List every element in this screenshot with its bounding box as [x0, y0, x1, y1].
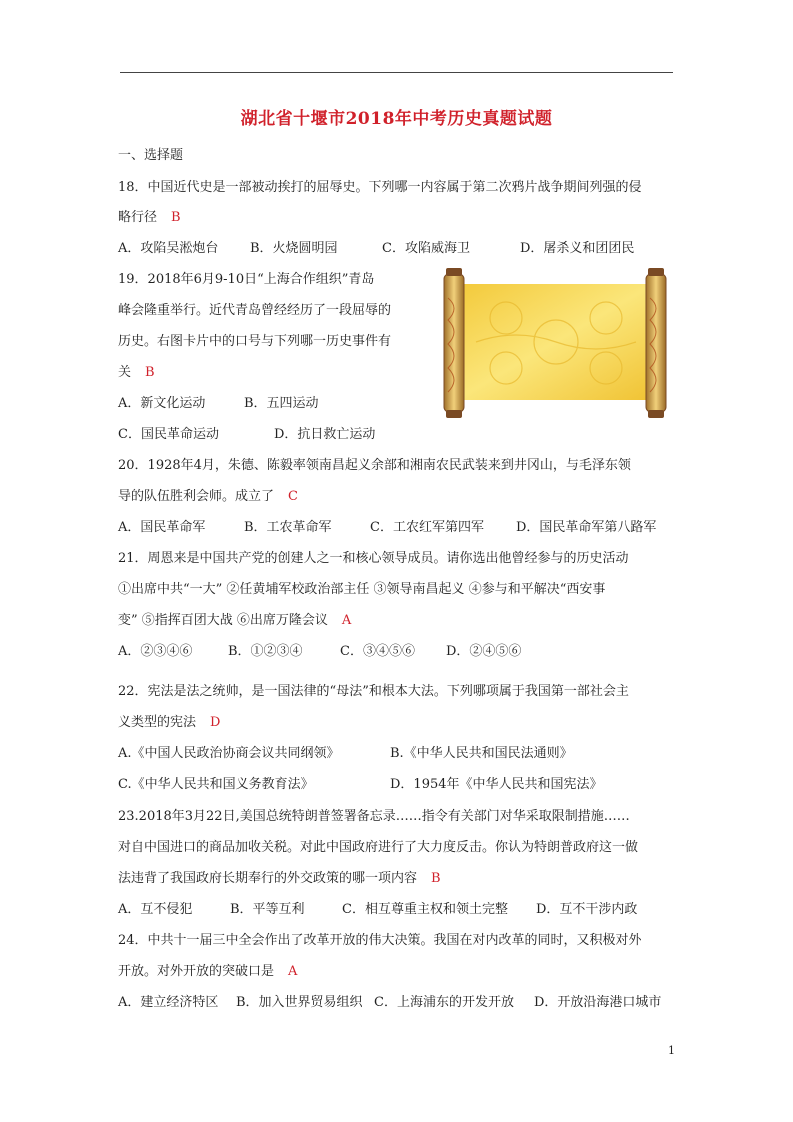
q22-option-d: D．1954年《中华人民共和国宪法》: [390, 777, 603, 792]
q21-line-2: ①出席中共“一大” ②任黄埔军校政治部主任 ③领导南昌起义 ④参与和平解决“西安事: [118, 582, 606, 597]
q22-line-2: 义类型的宪法 D: [118, 715, 221, 730]
q19-option-b: B．五四运动: [244, 396, 319, 411]
q18-option-c: C．攻陷威海卫: [382, 241, 470, 256]
q20-option-b: B．工农革命军: [244, 520, 332, 535]
section-heading: 一、选择题: [118, 148, 184, 163]
q19-options-row-2: [118, 427, 375, 443]
q24-option-b: B．加入世界贸易组织: [236, 995, 363, 1010]
q18-answer: B: [171, 210, 181, 225]
q20-line-1: 20．1928年4月，朱德、陈毅率领南昌起义余部和湘南农民武装来到井冈山，与毛泽东领: [118, 458, 631, 473]
scroll-card-image: [436, 268, 674, 418]
q20-answer: C: [288, 489, 298, 504]
q20-option-c: C．工农红军第四军: [370, 520, 484, 535]
q22-line-1: 22．宪法是法之统帅，是一国法律的“母法”和根本大法。下列哪项属于我国第一部社会主: [118, 684, 629, 699]
q19-line-4: 关 B: [118, 365, 155, 380]
page-title: 湖北省十堰市2018年中考历史真题试题: [240, 109, 553, 129]
q21-option-c: C．③④⑤⑥: [340, 644, 415, 659]
q19-line-2: 峰会隆重举行。近代青岛曾经经历了一段屈辱的: [118, 303, 392, 318]
q23-answer: B: [431, 871, 441, 886]
q24-answer: A: [288, 964, 298, 979]
q20-line-2: 导的队伍胜利会师。成立了 C: [118, 489, 298, 504]
q23-line-3: 法违背了我国政府长期奉行的外交政策的哪一项内容 B: [118, 871, 441, 886]
q24-option-a: A．建立经济特区: [118, 995, 219, 1010]
q24-options: [118, 995, 661, 1011]
q19-options-row-1: [118, 396, 319, 412]
q23-option-d: D．互不干涉内政: [536, 902, 638, 917]
q24-line-1: 24．中共十一届三中全会作出了改革开放的伟大决策。我国在对内改革的同时，又积极对外: [118, 933, 642, 948]
q21-answer: A: [341, 613, 352, 628]
q18-line-2: 略行径 B: [118, 210, 181, 225]
q19-option-d: D．抗日救亡运动: [274, 427, 376, 442]
q20-option-a: A．国民革命军: [118, 520, 206, 535]
q19-option-a: A．新文化运动: [118, 396, 206, 411]
q18-option-b: B．火烧圆明园: [250, 241, 338, 256]
q18-option-d: D．屠杀义和团团民: [520, 241, 635, 256]
q18-options: [118, 241, 634, 257]
q23-line-2: 对自中国进口的商品加收关税。对此中国政府进行了大力度反击。你认为特朗普政府这一做: [118, 840, 639, 855]
q23-options: [118, 902, 637, 918]
q21-option-b: B．①②③④: [228, 644, 303, 659]
q18-line-1: 18．中国近代史是一部被动挨打的屈辱史。下列哪一内容属于第二次鸦片战争期间列强的侵: [118, 180, 642, 195]
q19-line-3: 历史。右图卡片中的口号与下列哪一历史事件有: [118, 334, 392, 349]
q21-line-1: 21．周恩来是中国共产党的创建人之一和核心领导成员。请你选出他曾经参与的历史活动: [118, 551, 629, 566]
q20-options: [118, 520, 656, 536]
q22-option-b: B.《中华人民共和国民法通则》: [390, 746, 573, 761]
q21-line-3: 变” ⑤指挥百团大战 ⑥出席万隆会议 A: [118, 613, 352, 628]
q23-option-b: B．平等互利: [230, 902, 305, 917]
q19-option-c: C．国民革命运动: [118, 427, 219, 442]
q19-line-1: 19．2018年6月9-10日“上海合作组织”青岛: [118, 272, 375, 287]
q24-option-c: C．上海浦东的开发开放: [374, 995, 514, 1010]
q22-options-row-2: [118, 777, 603, 793]
q22-option-a: A.《中国人民政治协商会议共同纲领》: [118, 746, 340, 761]
q22-answer: D: [210, 715, 221, 730]
q22-option-c: C.《中华人民共和国义务教育法》: [118, 777, 314, 792]
q24-option-d: D．开放沿海港口城市: [534, 995, 662, 1010]
q23-option-a: A．互不侵犯: [118, 902, 193, 917]
q24-line-2: 开放。对外开放的突破口是 A: [118, 964, 298, 979]
q22-options-row-1: [118, 746, 573, 762]
q23-line-1: 23.2018年3月22日,美国总统特朗普签署备忘录……指令有关部门对华采取限制措施……: [118, 809, 630, 824]
q20-option-d: D．国民革命军第八路军: [516, 520, 657, 535]
page-number: 1: [668, 1044, 675, 1057]
q23-option-c: C．相互尊重主权和领土完整: [342, 902, 508, 917]
q21-options: [118, 644, 521, 660]
header-rule: [120, 72, 673, 73]
q21-option-d: D．②④⑤⑥: [446, 644, 522, 659]
q19-answer: B: [145, 365, 155, 380]
q18-option-a: A．攻陷吴淞炮台: [118, 241, 219, 256]
q21-option-a: A．②③④⑥: [118, 644, 193, 659]
